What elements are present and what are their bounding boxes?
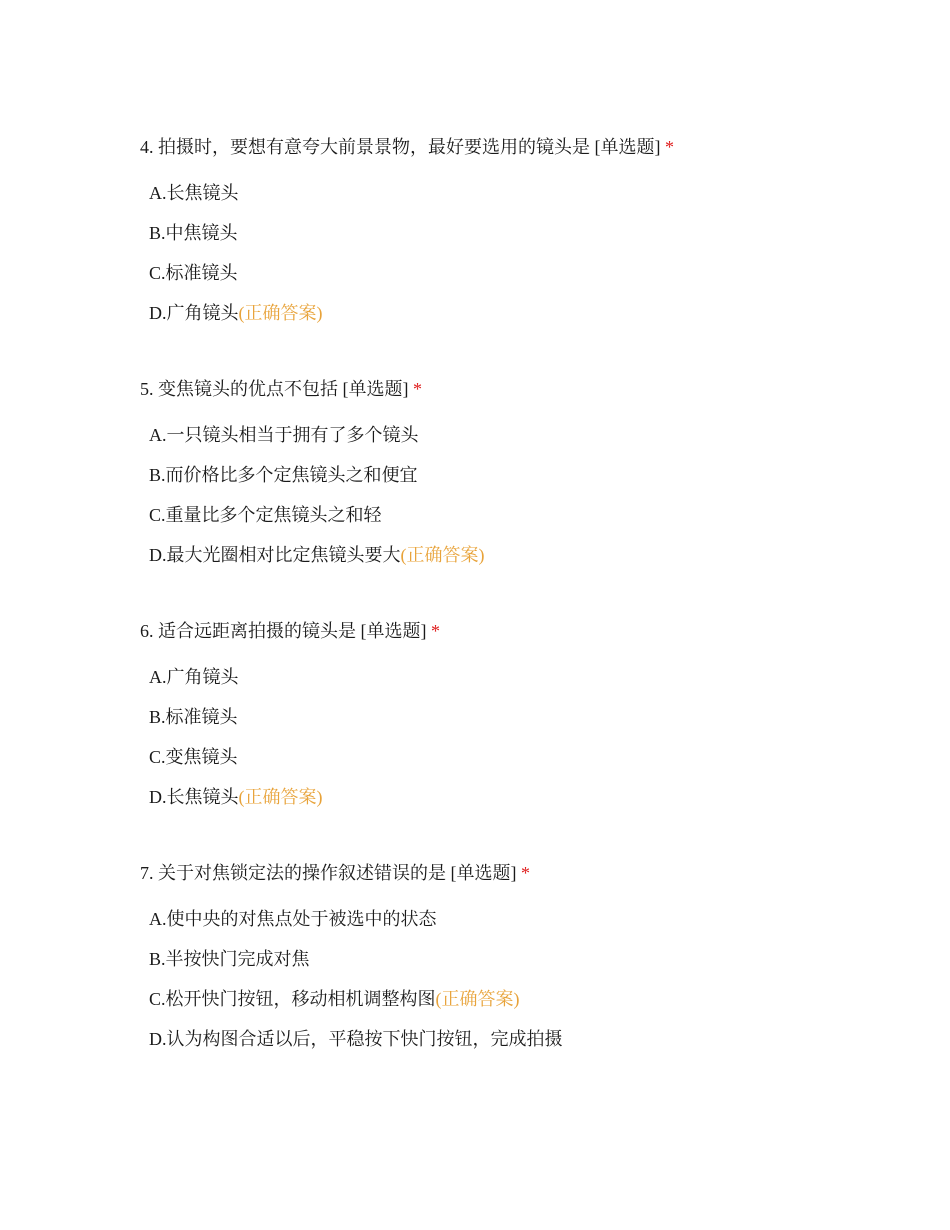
option-c[interactable] (149, 988, 900, 1028)
required-mark: * (413, 379, 422, 399)
option-text: D.长焦镜头 (149, 787, 239, 807)
question-title (140, 378, 900, 400)
option-c[interactable] (149, 504, 900, 544)
option-text: D.认为构图合适以后，平稳按下快门按钮，完成拍摄 (149, 1029, 563, 1049)
question-7 (140, 862, 900, 1068)
question-title (140, 620, 900, 642)
option-c[interactable] (149, 746, 900, 786)
required-mark: * (665, 137, 674, 157)
option-text: B.半按快门完成对焦 (149, 949, 310, 969)
option-text: C.重量比多个定焦镜头之和轻 (149, 505, 382, 525)
option-text: D.广角镜头 (149, 303, 239, 323)
correct-answer-label: (正确答案) (400, 545, 485, 565)
correct-answer-label: (正确答案) (435, 989, 520, 1009)
option-d[interactable] (149, 544, 900, 584)
question-title (140, 136, 900, 158)
options-list (140, 424, 900, 584)
option-d[interactable] (149, 302, 900, 342)
required-mark: * (521, 863, 530, 883)
options-list (140, 908, 900, 1068)
option-text: A.使中央的对焦点处于被选中的状态 (149, 909, 437, 929)
option-text: B.标准镜头 (149, 707, 238, 727)
option-b[interactable] (149, 706, 900, 746)
option-d[interactable] (149, 786, 900, 826)
question-5 (140, 378, 900, 584)
options-list (140, 666, 900, 826)
option-text: A.长焦镜头 (149, 183, 239, 203)
option-text: B.而价格比多个定焦镜头之和便宜 (149, 465, 418, 485)
option-a[interactable] (149, 424, 900, 464)
option-a[interactable] (149, 908, 900, 948)
option-text: A.一只镜头相当于拥有了多个镜头 (149, 425, 419, 445)
option-text: B.中焦镜头 (149, 223, 238, 243)
option-a[interactable] (149, 666, 900, 706)
option-b[interactable] (149, 464, 900, 504)
option-c[interactable] (149, 262, 900, 302)
option-b[interactable] (149, 222, 900, 262)
option-text: C.变焦镜头 (149, 747, 238, 767)
question-title-text: 5. 变焦镜头的优点不包括 [单选题] (140, 379, 409, 399)
question-title-text: 4. 拍摄时，要想有意夸大前景景物，最好要选用的镜头是 [单选题] (140, 137, 661, 157)
question-title-text: 6. 适合远距离拍摄的镜头是 [单选题] (140, 621, 427, 641)
correct-answer-label: (正确答案) (238, 303, 323, 323)
correct-answer-label: (正确答案) (238, 787, 323, 807)
option-text: A.广角镜头 (149, 667, 239, 687)
option-a[interactable] (149, 182, 900, 222)
option-text: C.松开快门按钮，移动相机调整构图 (149, 989, 436, 1009)
question-title (140, 862, 900, 884)
required-mark: * (431, 621, 440, 641)
option-d[interactable] (149, 1028, 900, 1068)
question-title-text: 7. 关于对焦锁定法的操作叙述错误的是 [单选题] (140, 863, 517, 883)
option-text: C.标准镜头 (149, 263, 238, 283)
option-b[interactable] (149, 948, 900, 988)
question-6 (140, 620, 900, 826)
options-list (140, 182, 900, 342)
option-text: D.最大光圈相对比定焦镜头要大 (149, 545, 401, 565)
question-4 (140, 136, 900, 342)
